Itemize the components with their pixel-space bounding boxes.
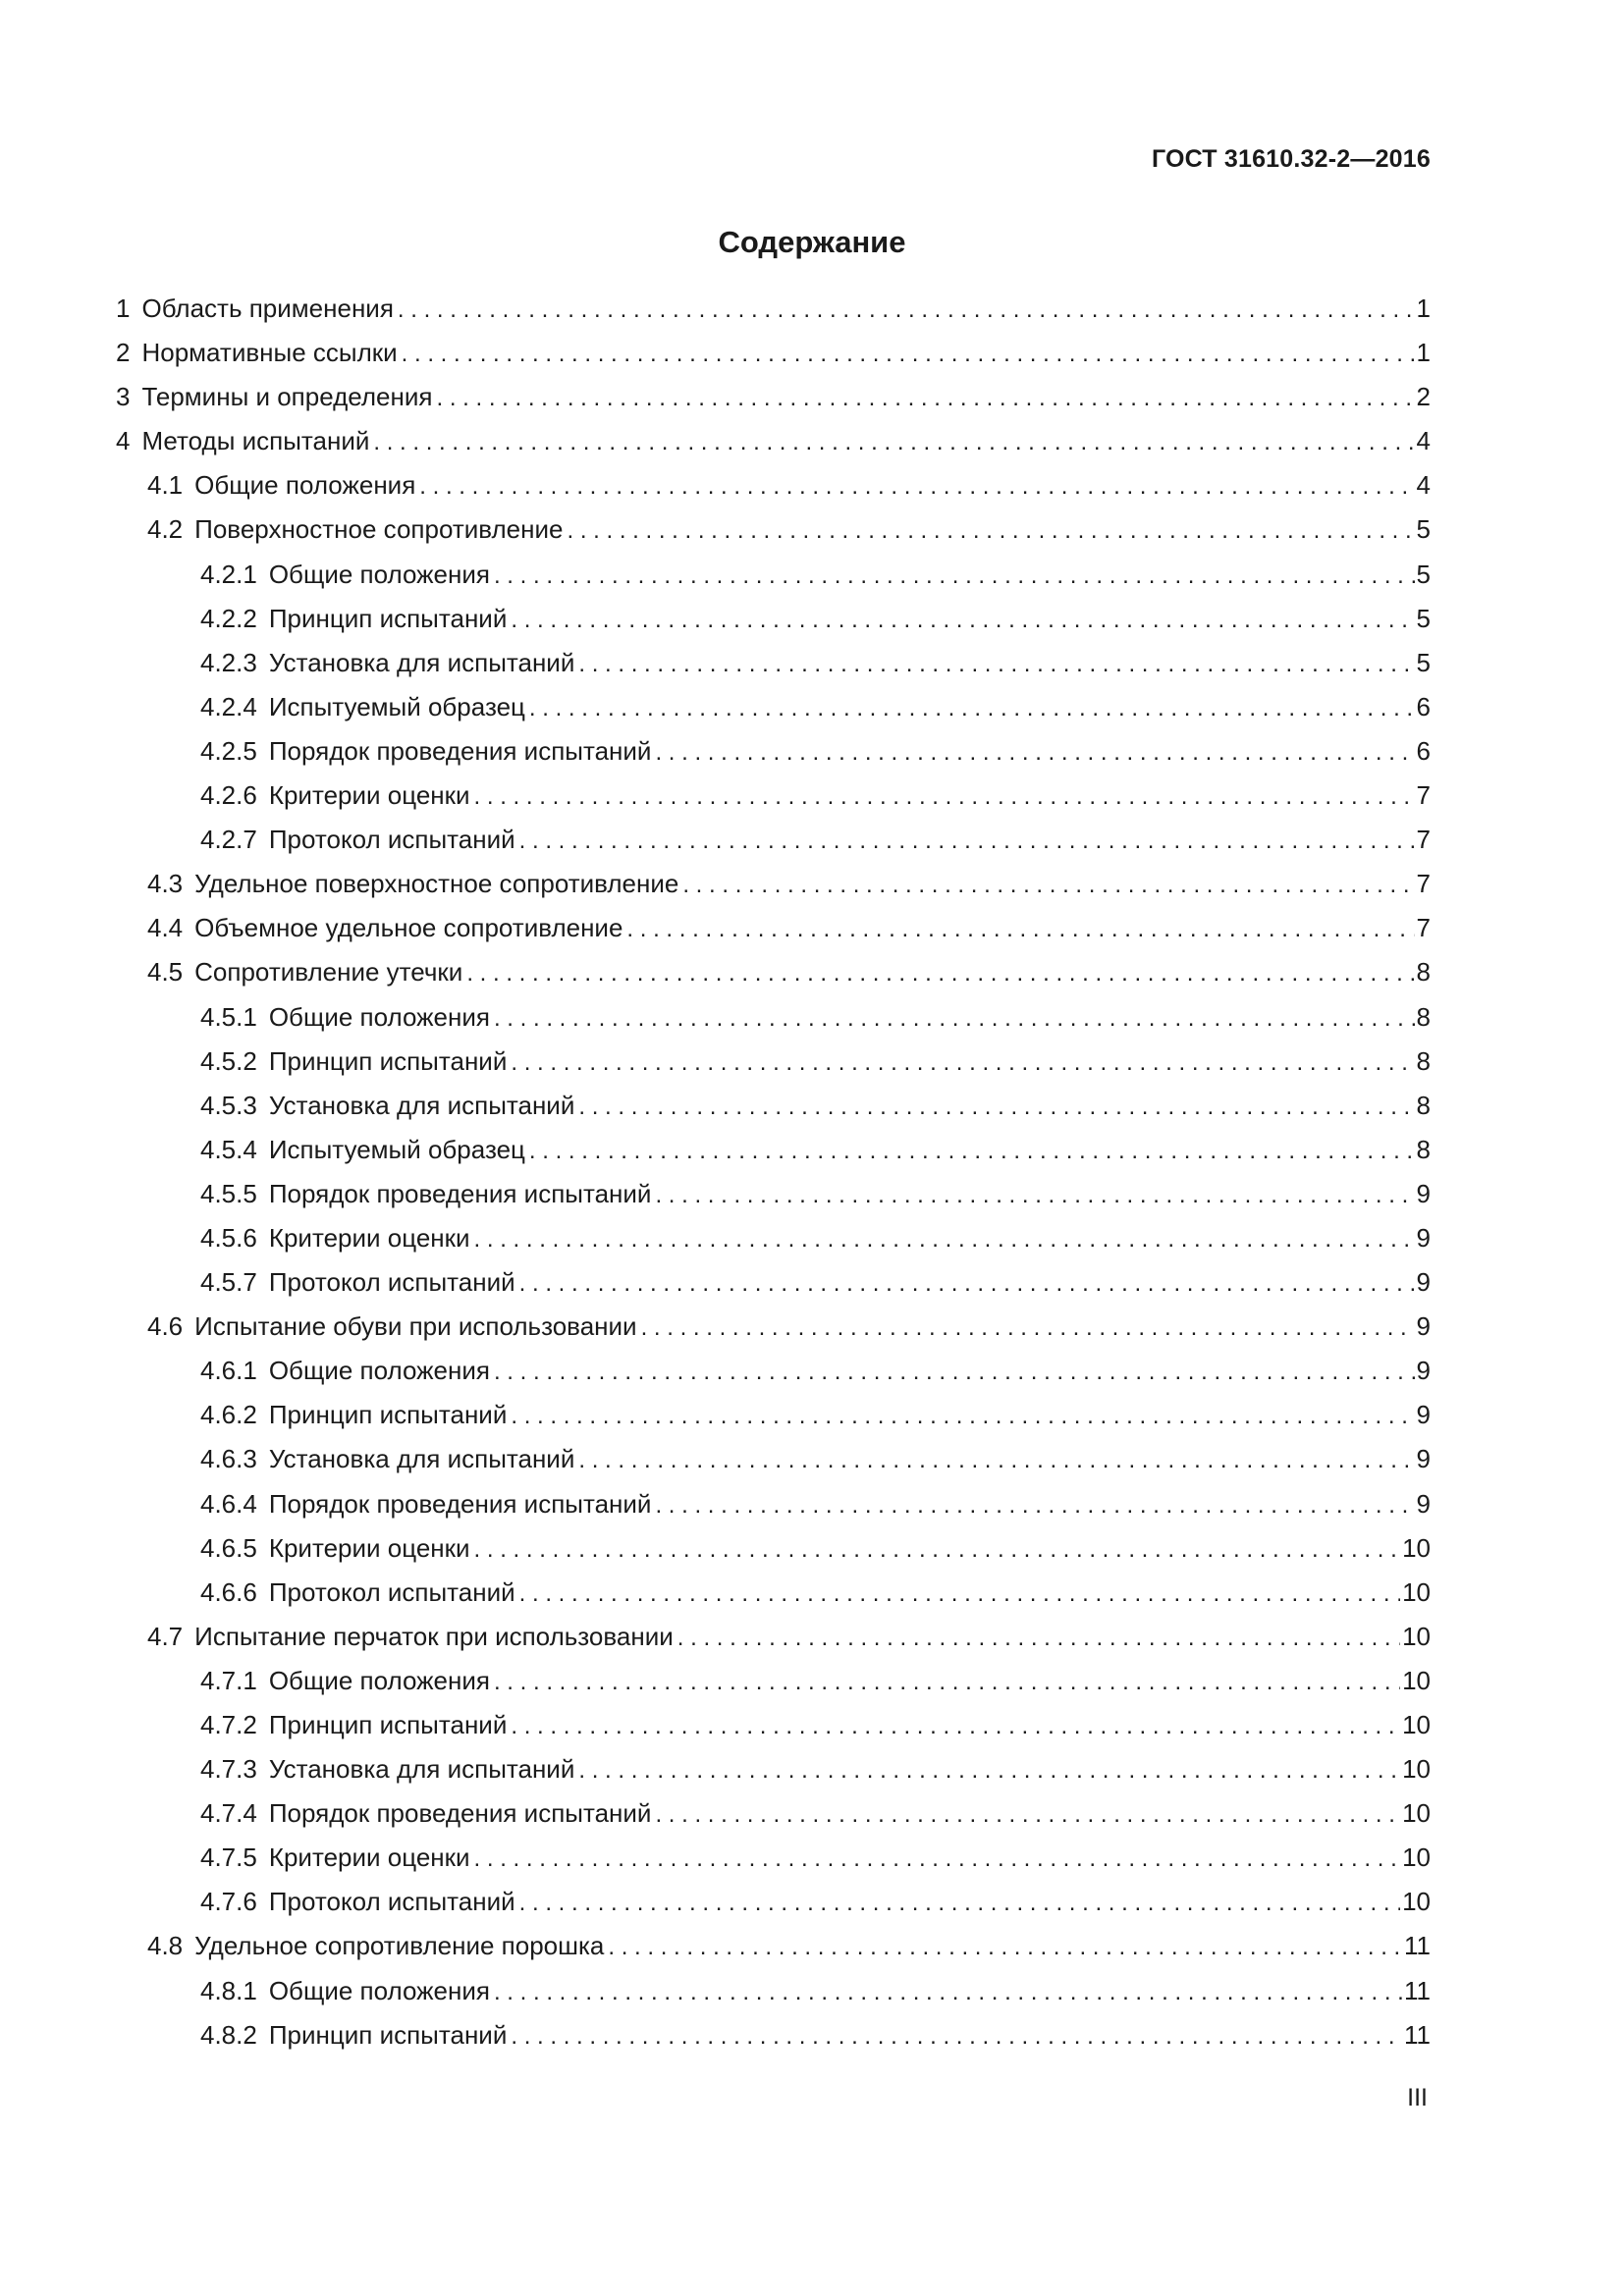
toc-entry[interactable] xyxy=(116,375,1431,419)
toc-entry-number: 4.6 xyxy=(147,1311,184,1342)
toc-entry-page: 8 xyxy=(1416,1045,1431,1076)
toc-entry-page: 7 xyxy=(1416,825,1431,855)
toc-entry-page: 1 xyxy=(1416,294,1431,323)
toc-entry-page: 9 xyxy=(1416,1178,1431,1208)
toc-entry-page: 5 xyxy=(1416,647,1431,677)
toc-entry-title: Общие положения xyxy=(268,1356,490,1386)
toc-entry-title: Удельное сопротивление порошка xyxy=(194,1931,605,1961)
toc-dot-leader xyxy=(655,1792,1400,1837)
toc-entry-title: Критерии оценки xyxy=(268,1842,470,1873)
toc-entry[interactable] xyxy=(116,1260,1431,1305)
toc-entry-title: Критерии оценки xyxy=(268,1222,470,1253)
toc-entry[interactable] xyxy=(116,1040,1431,1084)
toc-entry[interactable] xyxy=(116,1216,1431,1260)
toc-entry[interactable] xyxy=(116,1924,1431,1968)
toc-entry-title: Критерии оценки xyxy=(268,1532,470,1563)
toc-dot-leader xyxy=(511,1394,1414,1438)
toc-entry-title: Общие положения xyxy=(268,1975,490,2005)
toc-entry[interactable] xyxy=(116,1836,1431,1880)
toc-entry-page: 8 xyxy=(1416,1134,1431,1164)
toc-entry-page: 10 xyxy=(1402,1576,1431,1607)
toc-dot-leader xyxy=(511,1041,1414,1085)
toc-entry-title: Порядок проведения испытаний xyxy=(268,1178,652,1208)
toc-entry-page: 9 xyxy=(1416,1222,1431,1253)
toc-entry-page: 8 xyxy=(1416,1001,1431,1032)
toc-entry-title: Протокол испытаний xyxy=(268,1267,515,1298)
toc-entry-number: 2 xyxy=(116,338,131,368)
toc-entry-number: 4.4 xyxy=(147,913,184,943)
toc-entry-page: 10 xyxy=(1402,1798,1431,1829)
toc-entry-number: 4.6.6 xyxy=(200,1576,257,1607)
toc-entry-page: 10 xyxy=(1402,1842,1431,1873)
toc-entry-number: 4.5 xyxy=(147,957,184,988)
toc-entry-number: 4.2.4 xyxy=(200,691,257,721)
toc-entry-page: 5 xyxy=(1416,559,1431,589)
toc-entry[interactable] xyxy=(116,2013,1431,2057)
toc-entry-number: 4.2.6 xyxy=(200,780,257,811)
toc-entry-page: 5 xyxy=(1416,603,1431,633)
toc-entry-page: 8 xyxy=(1416,1090,1431,1120)
toc-entry[interactable] xyxy=(116,906,1431,950)
toc-dot-leader xyxy=(641,1306,1415,1350)
toc-entry[interactable] xyxy=(116,1437,1431,1481)
toc-entry-title: Установка для испытаний xyxy=(268,1754,575,1785)
toc-dot-leader xyxy=(567,508,1414,553)
toc-entry[interactable] xyxy=(116,1615,1431,1659)
toc-dot-leader xyxy=(511,598,1414,642)
toc-entry-page: 10 xyxy=(1402,1754,1431,1785)
toc-entry-number: 4.1 xyxy=(147,470,184,501)
toc-entry[interactable] xyxy=(116,1128,1431,1172)
toc-dot-leader xyxy=(519,1261,1415,1306)
toc-entry-page: 11 xyxy=(1404,1975,1431,2005)
toc-entry-title: Принцип испытаний xyxy=(268,1400,508,1430)
toc-dot-leader xyxy=(373,420,1414,464)
toc-dot-leader xyxy=(494,554,1415,598)
toc-entry[interactable] xyxy=(116,1571,1431,1615)
toc-entry-page: 4 xyxy=(1416,426,1431,456)
toc-entry-number: 4.6.2 xyxy=(200,1400,257,1430)
toc-entry[interactable] xyxy=(116,597,1431,641)
toc-dot-leader xyxy=(419,464,1414,508)
toc-entry-title: Общие положения xyxy=(194,470,416,501)
toc-dot-leader xyxy=(436,376,1414,420)
toc-entry[interactable] xyxy=(116,685,1431,729)
toc-entry-number: 3 xyxy=(116,382,131,412)
toc-entry[interactable] xyxy=(116,1393,1431,1437)
toc-entry-number: 4.2.3 xyxy=(200,647,257,677)
toc-entry-number: 4.6.3 xyxy=(200,1444,257,1474)
toc-entry-title: Испытание перчаток при использовании xyxy=(194,1621,674,1651)
toc-entry-title: Порядок проведения испытаний xyxy=(268,735,652,766)
toc-dot-leader xyxy=(494,1660,1400,1704)
toc-entry-page: 9 xyxy=(1416,1356,1431,1386)
page-number: III xyxy=(1407,2084,1428,2111)
toc-dot-leader xyxy=(519,819,1415,863)
toc-dot-leader xyxy=(494,1970,1402,2014)
toc-entry-number: 4.5.1 xyxy=(200,1001,257,1032)
toc-entry-title: Протокол испытаний xyxy=(268,1887,515,1917)
toc-entry[interactable] xyxy=(116,463,1431,507)
toc-entry-title: Область применения xyxy=(141,294,394,323)
toc-entry-page: 6 xyxy=(1416,735,1431,766)
toc-entry-number: 4.8.1 xyxy=(200,1975,257,2005)
toc-entry[interactable] xyxy=(116,1659,1431,1703)
toc-entry-page: 6 xyxy=(1416,691,1431,721)
toc-entry-number: 4.5.7 xyxy=(200,1267,257,1298)
toc-entry[interactable] xyxy=(116,950,1431,994)
toc-entry[interactable] xyxy=(116,1349,1431,1393)
toc-entry-page: 9 xyxy=(1416,1311,1431,1342)
toc-entry-page: 7 xyxy=(1416,913,1431,943)
toc-entry[interactable] xyxy=(116,419,1431,463)
toc-entry-title: Порядок проведения испытаний xyxy=(268,1488,652,1519)
toc-entry-title: Методы испытаний xyxy=(141,426,370,456)
toc-entry-title: Протокол испытаний xyxy=(268,1576,515,1607)
toc-entry-title: Принцип испытаний xyxy=(268,2019,508,2050)
toc-dot-leader xyxy=(398,288,1415,332)
toc-entry-title: Порядок проведения испытаний xyxy=(268,1798,652,1829)
toc-entry[interactable] xyxy=(116,1880,1431,1924)
toc-entry-number: 4.2.1 xyxy=(200,559,257,589)
toc-entry-number: 4.8 xyxy=(147,1931,184,1961)
toc-entry-title: Сопротивление утечки xyxy=(194,957,463,988)
toc-dot-leader xyxy=(474,1217,1415,1261)
toc-entry-page: 2 xyxy=(1416,382,1431,412)
toc-dot-leader xyxy=(474,774,1415,819)
toc-entry-title: Установка для испытаний xyxy=(268,647,575,677)
toc-entry-number: 4.7 xyxy=(147,1621,184,1651)
toc-entry-title: Объемное удельное сопротивление xyxy=(194,913,623,943)
toc-entry-number: 4 xyxy=(116,426,131,456)
toc-dot-leader xyxy=(578,1085,1414,1129)
toc-dot-leader xyxy=(655,1173,1414,1217)
toc-entry[interactable] xyxy=(116,1791,1431,1836)
toc-dot-leader xyxy=(474,1837,1401,1881)
toc-entry[interactable] xyxy=(116,287,1431,331)
toc-dot-leader xyxy=(402,332,1415,376)
toc-entry-number: 4.6.4 xyxy=(200,1488,257,1519)
toc-entry[interactable] xyxy=(116,1172,1431,1216)
toc-dot-leader xyxy=(519,1572,1400,1616)
toc-dot-leader xyxy=(608,1925,1402,1969)
toc-entry-number: 4.7.1 xyxy=(200,1665,257,1695)
toc-entry-title: Принцип испытаний xyxy=(268,1045,508,1076)
toc-entry-page: 7 xyxy=(1416,780,1431,811)
toc-entry-number: 4.6.1 xyxy=(200,1356,257,1386)
toc-entry-page: 10 xyxy=(1402,1710,1431,1739)
toc-entry-number: 4.5.2 xyxy=(200,1045,257,1076)
toc-dot-leader xyxy=(529,686,1415,730)
toc-dot-leader xyxy=(466,951,1414,995)
toc-entry-number: 4.3 xyxy=(147,869,184,899)
toc-entry-page: 11 xyxy=(1404,2019,1431,2050)
toc-entry-page: 5 xyxy=(1416,514,1431,545)
toc-entry-title: Нормативные ссылки xyxy=(141,338,398,368)
toc-entry-number: 4.7.5 xyxy=(200,1842,257,1873)
toc-entry[interactable] xyxy=(116,1084,1431,1128)
toc-entry-number: 4.2.5 xyxy=(200,735,257,766)
toc-entry-title: Испытание обуви при использовании xyxy=(194,1311,637,1342)
toc-entry-number: 4.5.5 xyxy=(200,1178,257,1208)
toc-entry[interactable] xyxy=(116,553,1431,597)
document-standard-id: ГОСТ 31610.32-2—2016 xyxy=(1151,145,1431,173)
toc-dot-leader xyxy=(494,1350,1415,1394)
toc-entry-number: 4.6.5 xyxy=(200,1532,257,1563)
toc-entry[interactable] xyxy=(116,862,1431,906)
toc-entry-page: 4 xyxy=(1416,470,1431,501)
toc-entry-number: 4.7.6 xyxy=(200,1887,257,1917)
toc-entry-number: 4.2.2 xyxy=(200,603,257,633)
toc-entry-title: Испытуемый образец xyxy=(268,691,525,721)
toc-entry-page: 10 xyxy=(1402,1532,1431,1563)
toc-entry-page: 7 xyxy=(1416,869,1431,899)
toc-entry-title: Критерии оценки xyxy=(268,780,470,811)
toc-entry-page: 10 xyxy=(1402,1665,1431,1695)
toc-entry-number: 4.5.6 xyxy=(200,1222,257,1253)
toc-entry-title: Удельное поверхностное сопротивление xyxy=(194,869,679,899)
toc-entry-page: 9 xyxy=(1416,1400,1431,1430)
toc-entry-title: Поверхностное сопротивление xyxy=(194,514,564,545)
toc-entry-number: 4.2.7 xyxy=(200,825,257,855)
toc-entry-title: Принцип испытаний xyxy=(268,603,508,633)
toc-title: Содержание xyxy=(718,225,906,259)
toc-entry[interactable] xyxy=(116,641,1431,685)
toc-entry[interactable] xyxy=(116,818,1431,862)
toc-dot-leader xyxy=(677,1616,1400,1660)
toc-dot-leader xyxy=(511,1704,1400,1748)
toc-entry-number: 1 xyxy=(116,294,131,323)
toc-entry[interactable] xyxy=(116,774,1431,818)
toc-entry-page: 10 xyxy=(1402,1887,1431,1917)
toc-entry[interactable] xyxy=(116,1526,1431,1571)
toc-entry-page: 9 xyxy=(1416,1267,1431,1298)
toc-entry-title: Установка для испытаний xyxy=(268,1444,575,1474)
toc-entry-title: Испытуемый образец xyxy=(268,1134,525,1164)
toc-entry[interactable] xyxy=(116,1747,1431,1791)
toc-entry-title: Принцип испытаний xyxy=(268,1710,508,1739)
toc-entry[interactable] xyxy=(116,729,1431,774)
toc-entry-page: 9 xyxy=(1416,1444,1431,1474)
toc-entry[interactable] xyxy=(116,995,1431,1040)
toc-entry-number: 4.8.2 xyxy=(200,2019,257,2050)
toc-entry-number: 4.7.4 xyxy=(200,1798,257,1829)
toc-entry-number: 4.5.3 xyxy=(200,1090,257,1120)
toc-entry-title: Общие положения xyxy=(268,1001,490,1032)
toc-entry[interactable] xyxy=(116,1482,1431,1526)
toc-entry-title: Протокол испытаний xyxy=(268,825,515,855)
table-of-contents xyxy=(116,287,1431,2057)
toc-entry-title: Установка для испытаний xyxy=(268,1090,575,1120)
toc-entry[interactable] xyxy=(116,1703,1431,1747)
toc-entry[interactable] xyxy=(116,1969,1431,2013)
toc-dot-leader xyxy=(626,907,1414,951)
toc-dot-leader xyxy=(519,1881,1400,1925)
toc-entry-page: 1 xyxy=(1416,338,1431,368)
toc-entry-page: 11 xyxy=(1404,1931,1431,1961)
toc-dot-leader xyxy=(578,642,1414,686)
toc-entry-page: 8 xyxy=(1416,957,1431,988)
toc-entry-number: 4.7.3 xyxy=(200,1754,257,1785)
toc-entry-number: 4.2 xyxy=(147,514,184,545)
toc-entry-title: Общие положения xyxy=(268,1665,490,1695)
toc-dot-leader xyxy=(578,1438,1414,1482)
toc-dot-leader xyxy=(494,996,1415,1041)
toc-entry[interactable] xyxy=(116,1305,1431,1349)
toc-entry[interactable] xyxy=(116,331,1431,375)
toc-entry-title: Термины и определения xyxy=(141,382,433,412)
toc-entry-number: 4.7.2 xyxy=(200,1710,257,1739)
toc-entry-page: 10 xyxy=(1402,1621,1431,1651)
toc-entry[interactable] xyxy=(116,507,1431,552)
toc-dot-leader xyxy=(474,1527,1401,1572)
toc-entry-number: 4.5.4 xyxy=(200,1134,257,1164)
toc-entry-page: 9 xyxy=(1416,1488,1431,1519)
toc-dot-leader xyxy=(655,730,1414,774)
toc-entry-title: Общие положения xyxy=(268,559,490,589)
toc-dot-leader xyxy=(511,2014,1402,2058)
toc-dot-leader xyxy=(655,1483,1414,1527)
toc-dot-leader xyxy=(682,863,1414,907)
toc-dot-leader xyxy=(578,1748,1400,1792)
toc-dot-leader xyxy=(529,1129,1415,1173)
